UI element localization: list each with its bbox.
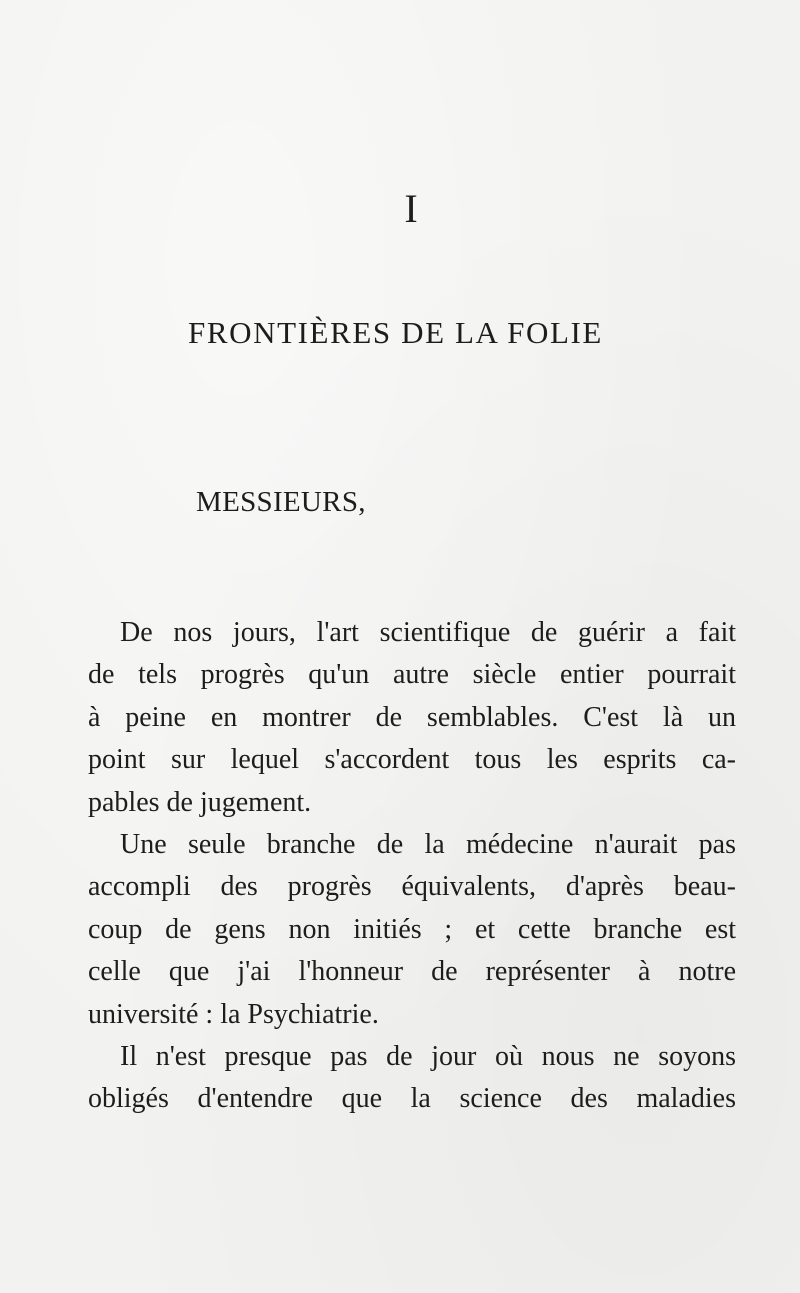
text-line: obligés d'entendre que la science des maladies [88, 1083, 736, 1115]
text-line: celle que j'ai l'honneur de représenter à notre [88, 956, 736, 988]
chapter-number: I [404, 186, 418, 231]
text-line: Il n'est presque pas de jour où nous ne soyons [120, 1040, 736, 1072]
text-line: de tels progrès qu'un autre siècle entier pourrait [88, 659, 736, 691]
text-line: point sur lequel s'accordent tous les esprits ca- [88, 744, 736, 776]
text-line: pables de jugement. [88, 786, 312, 818]
text-line: Une seule branche de la médecine n'aurait pas [120, 828, 736, 860]
chapter-title: FRONTIÈRES DE LA FOLIE [188, 315, 603, 350]
body-text [88, 612, 736, 1121]
text-line: à peine en montrer de semblables. C'est là un [88, 701, 736, 733]
text-line: De nos jours, l'art scientifique de guérir a fait [120, 617, 736, 648]
text-line: université : la Psychiatrie. [88, 998, 379, 1030]
text-line: accompli des progrès équivalents, d'après beau- [88, 871, 736, 903]
text-line: coup de gens non initiés ; et cette branche est [88, 913, 736, 945]
salutation: MESSIEURS, [196, 486, 366, 518]
